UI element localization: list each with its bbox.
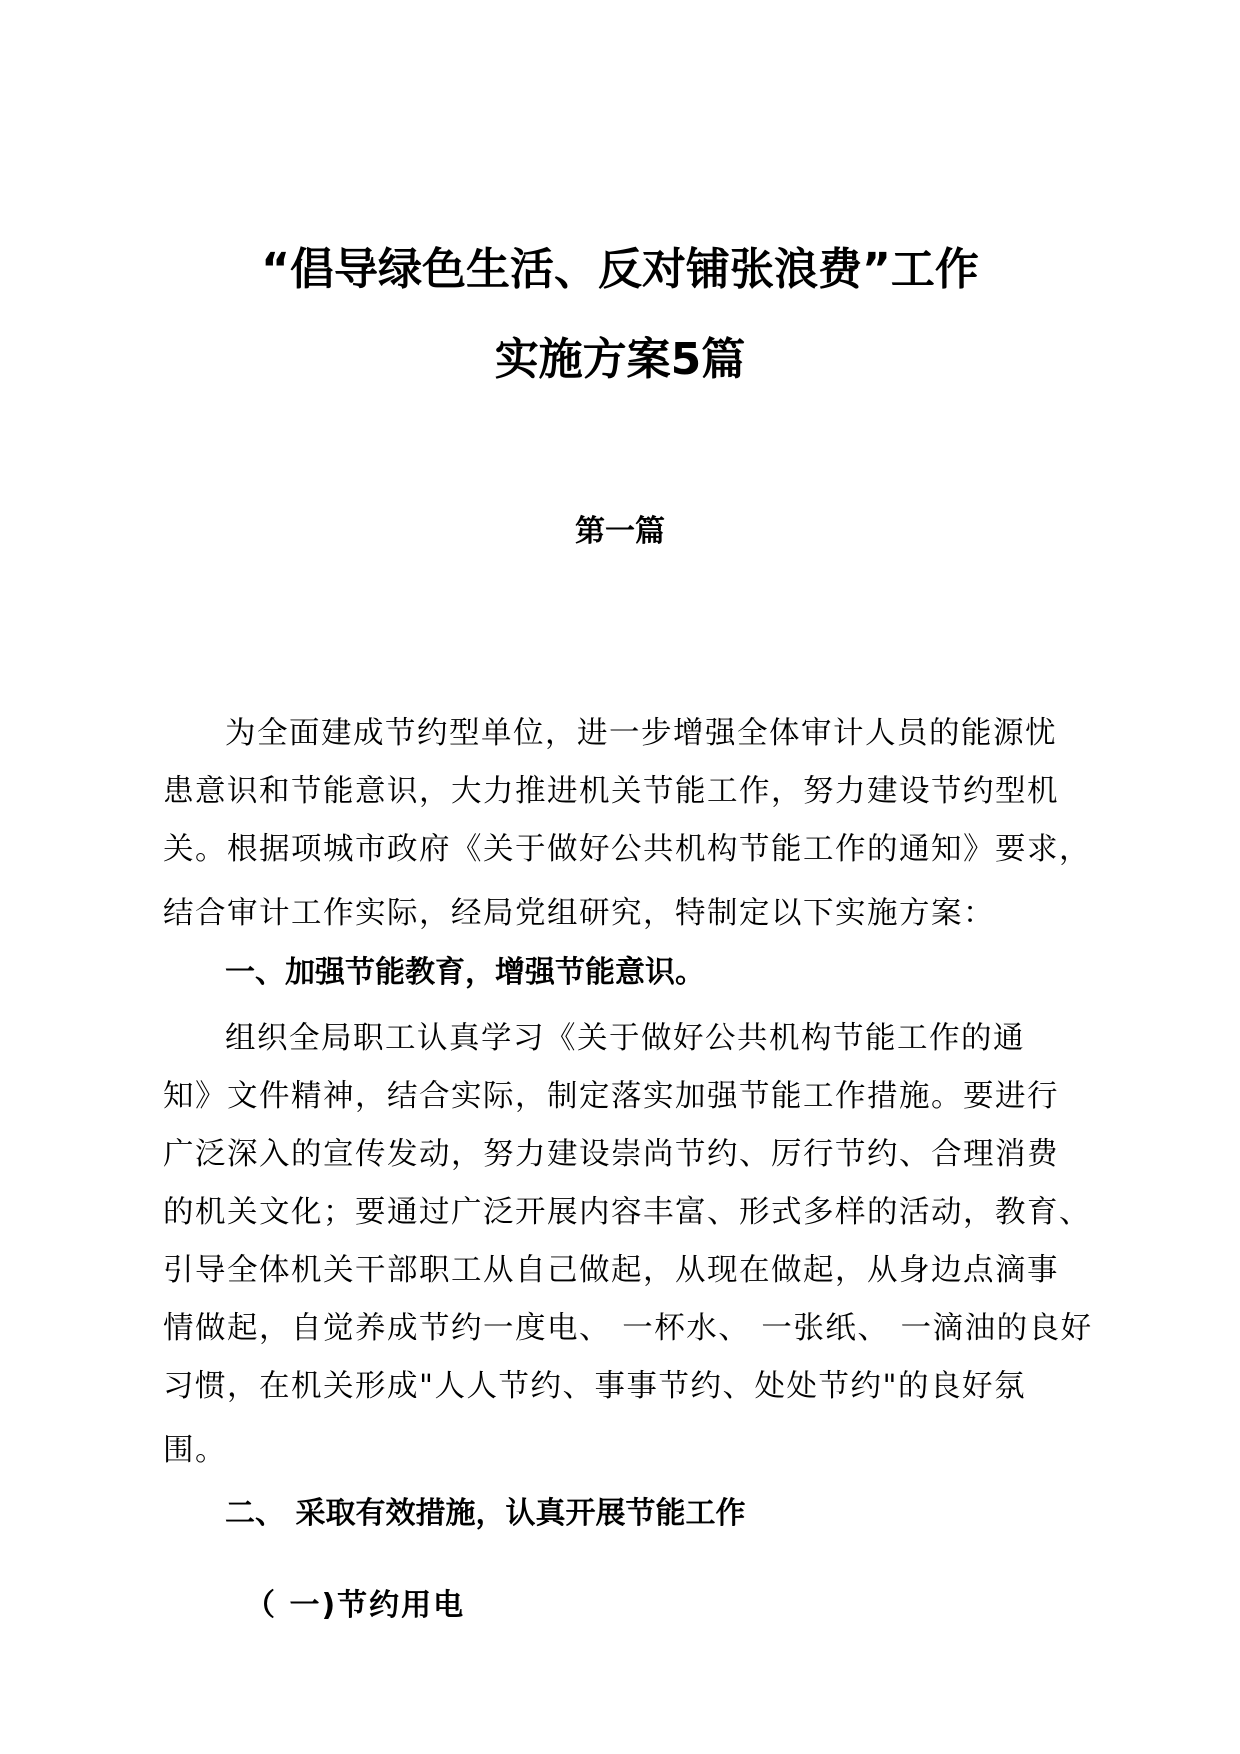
paragraph-2-line-8: 围。 [163, 1433, 227, 1468]
paragraph-1-line-1: 为全面建成节约型单位，进一步增强全体审计人员的能源忧 [225, 716, 1057, 751]
section-heading-1: 一、加强节能教育，增强节能意识。 [225, 955, 705, 990]
subsection-heading-1: （ 一)节约用电 [245, 1588, 466, 1623]
document-title-line-2: 实施方案5篇 [494, 334, 746, 385]
paragraph-2-line-3: 广泛深入的宣传发动，努力建设崇尚节约、厉行节约、合理消费 [163, 1137, 1059, 1172]
document-title-line-1: “倡导绿色生活、反对铺张浪费”工作 [261, 244, 979, 295]
paragraph-1-line-2: 患意识和节能意识，大力推进机关节能工作，努力建设节约型机 [163, 774, 1059, 809]
chapter-heading: 第一篇 [575, 514, 665, 549]
section-heading-2: 二、 采取有效措施，认真开展节能工作 [225, 1496, 746, 1531]
paragraph-1-line-4: 结合审计工作实际，经局党组研究，特制定以下实施方案： [163, 896, 995, 931]
paragraph-2-line-7: 习惯，在机关形成"人人节约、事事节约、处处节约"的良好氛 [163, 1369, 1027, 1404]
paragraph-2-line-6: 情做起，自觉养成节约一度电、 一杯水、 一张纸、 一滴油的良好 [163, 1311, 1093, 1346]
paragraph-1-line-3: 关。根据项城市政府《关于做好公共机构节能工作的通知》要求， [163, 832, 1091, 867]
paragraph-2-line-2: 知》文件精神，结合实际，制定落实加强节能工作措施。要进行 [163, 1079, 1059, 1114]
paragraph-2-line-5: 引导全体机关干部职工从自己做起，从现在做起，从身边点滴事 [163, 1253, 1059, 1288]
paragraph-2-line-4: 的机关文化；要通过广泛开展内容丰富、形式多样的活动，教育、 [163, 1195, 1091, 1230]
paragraph-2-line-1: 组织全局职工认真学习《关于做好公共机构节能工作的通 [225, 1021, 1025, 1056]
